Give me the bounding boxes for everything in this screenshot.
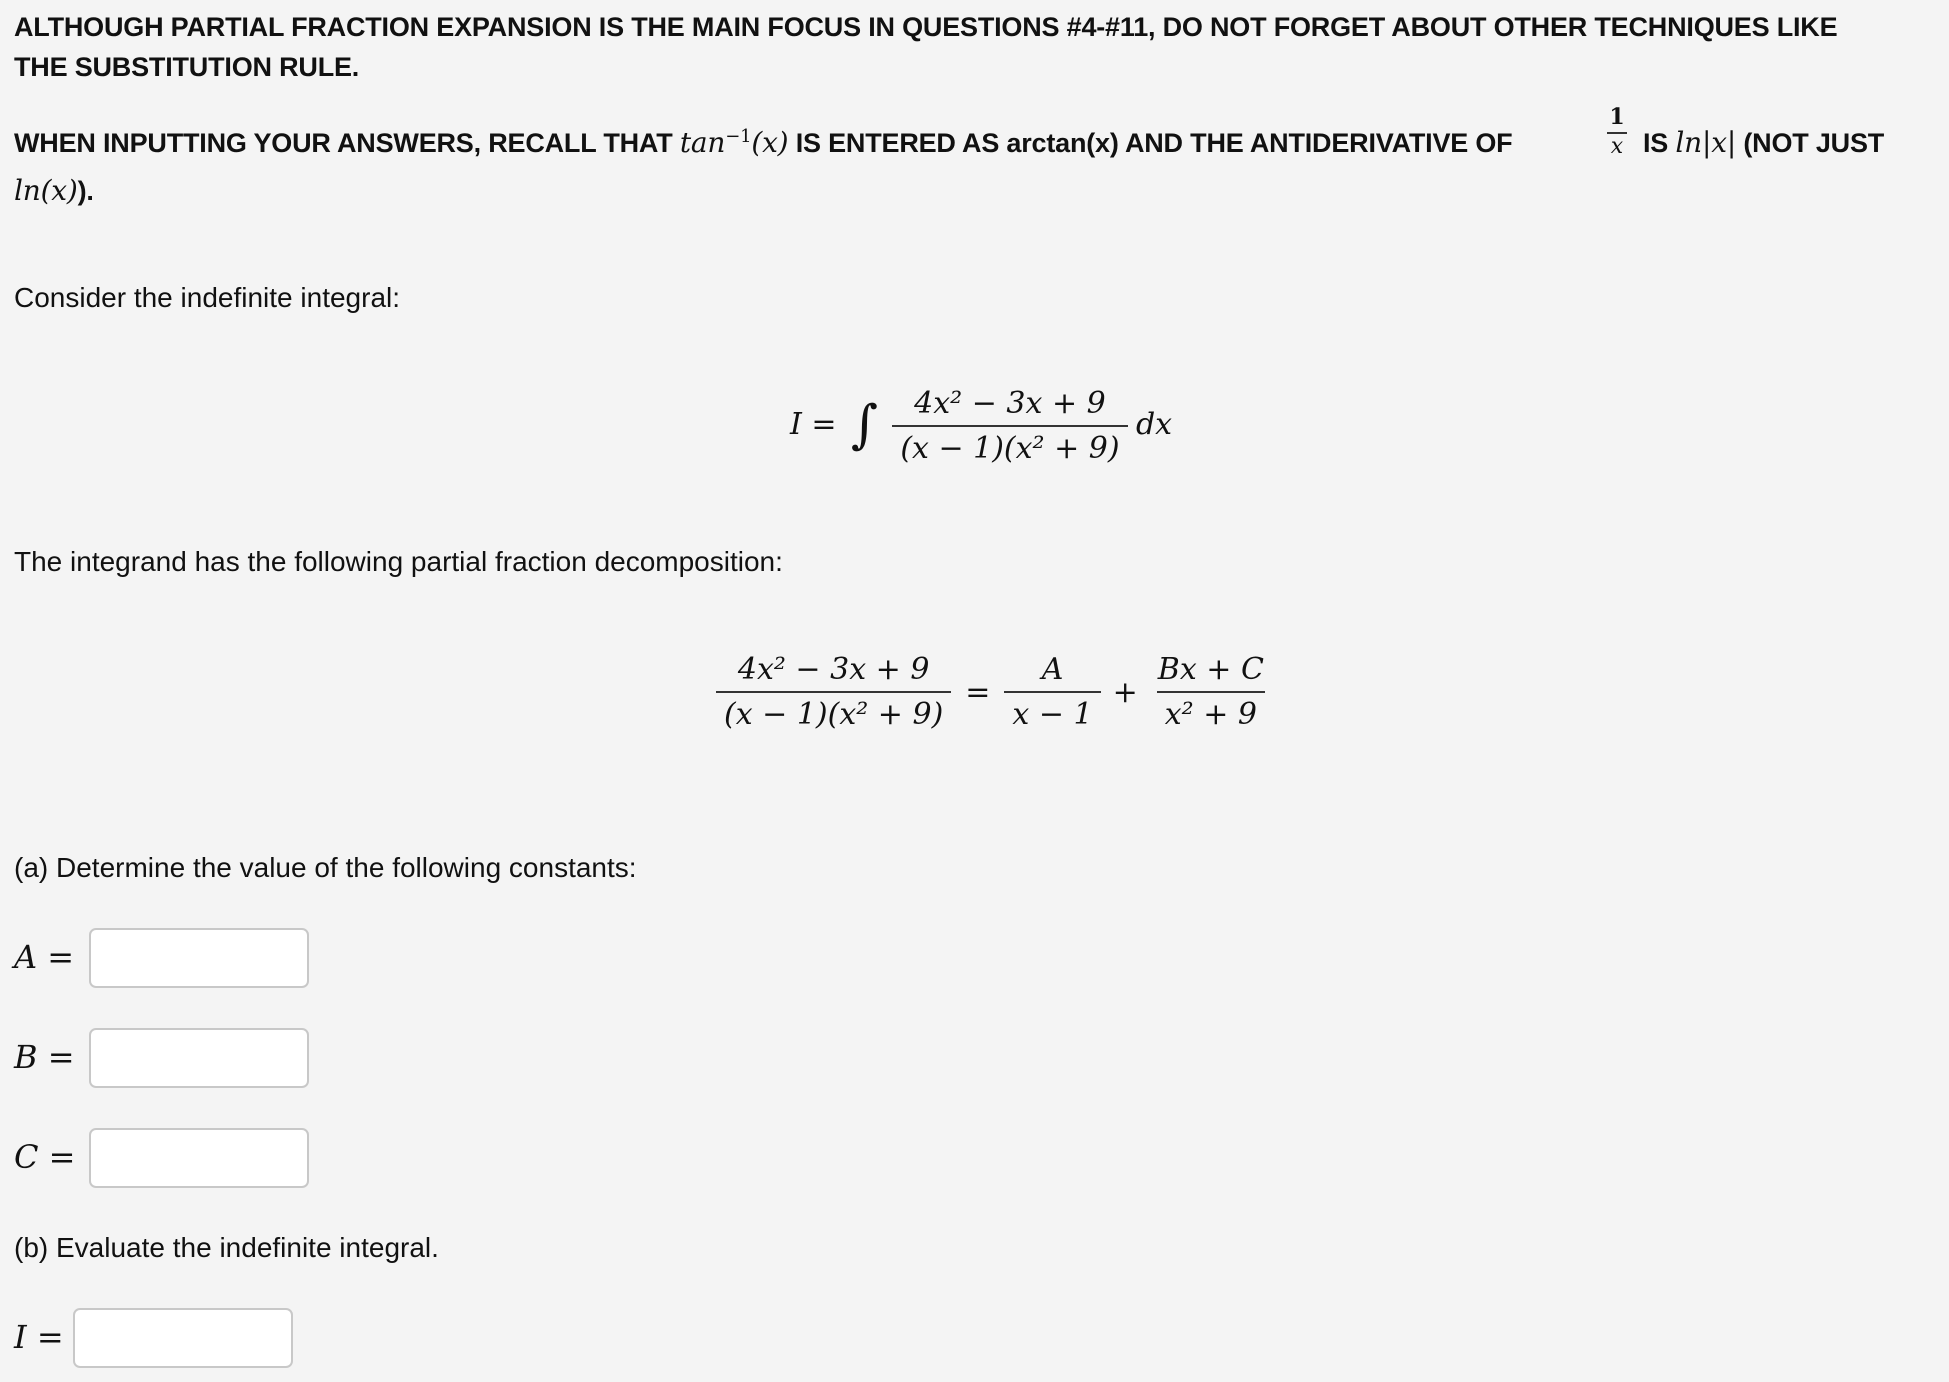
label-i: I =	[14, 1318, 64, 1356]
decomposition-expression: $\frac{\text{4x² − 3x + 9}}{\text{(x − 1)(x² + 9)}}$ = $\frac{A}{x - 1}$ + $\frac{Bx + C}{\text{x² + 9}}$	[716, 652, 1272, 732]
input-note: WHEN INPUTTING YOUR ANSWERS, RECALL THAT $\tan^{-1}(x)$ IS ENTERED AS arctan(x) AND THE ANTIDERIVATIVE OF	[14, 126, 1513, 159]
input-a[interactable]	[89, 928, 309, 988]
decomp-term-bc: $\frac{Bx + C}{\text{x² + 9}}$	[1157, 652, 1264, 732]
input-note-continued: IS ln|x| (NOT JUST	[1643, 126, 1885, 159]
label-c: C =	[14, 1138, 76, 1176]
integral-sign: ∫	[850, 394, 878, 455]
integral-fraction: $\frac{\text{4x² − 3x + 9}}{\text{(x − 1)(x² + 9)}}$	[892, 386, 1127, 466]
decomp-lhs-fraction: $\frac{\text{4x² − 3x + 9}}{\text{(x − 1)(x² + 9)}}$	[716, 652, 951, 732]
consider-text: Consider the indefinite integral:	[14, 282, 401, 313]
decomp-term-a: $\frac{A}{x - 1}$	[1004, 652, 1100, 732]
instruction-line-2: THE SUBSTITUTION RULE.	[14, 52, 360, 82]
decomposition-text: The integrand has the following partial fraction decomposition:	[14, 546, 783, 577]
input-b[interactable]	[89, 1028, 309, 1088]
integral-expression: I = ∫ $\frac{\text{4x² − 3x + 9}}{\text{(x − 1)(x² + 9)}}$ dx	[790, 386, 1173, 466]
part-a-heading: (a) Determine the value of the following constants:	[14, 852, 637, 883]
part-b-heading: (b) Evaluate the indefinite integral.	[14, 1232, 439, 1263]
one-over-x-fraction: 1 x	[1600, 104, 1634, 160]
input-integral[interactable]	[73, 1308, 293, 1368]
input-note-end: ln(x)).	[14, 174, 94, 207]
label-b: B =	[14, 1038, 75, 1076]
input-c[interactable]	[89, 1128, 309, 1188]
label-a: A =	[14, 938, 75, 976]
instruction-line-1: ALTHOUGH PARTIAL FRACTION EXPANSION IS THE MAIN FOCUS IN QUESTIONS #4-#11, DO NOT FORGET ABOUT OTHER TECHNIQUES LIKE	[14, 12, 1838, 42]
